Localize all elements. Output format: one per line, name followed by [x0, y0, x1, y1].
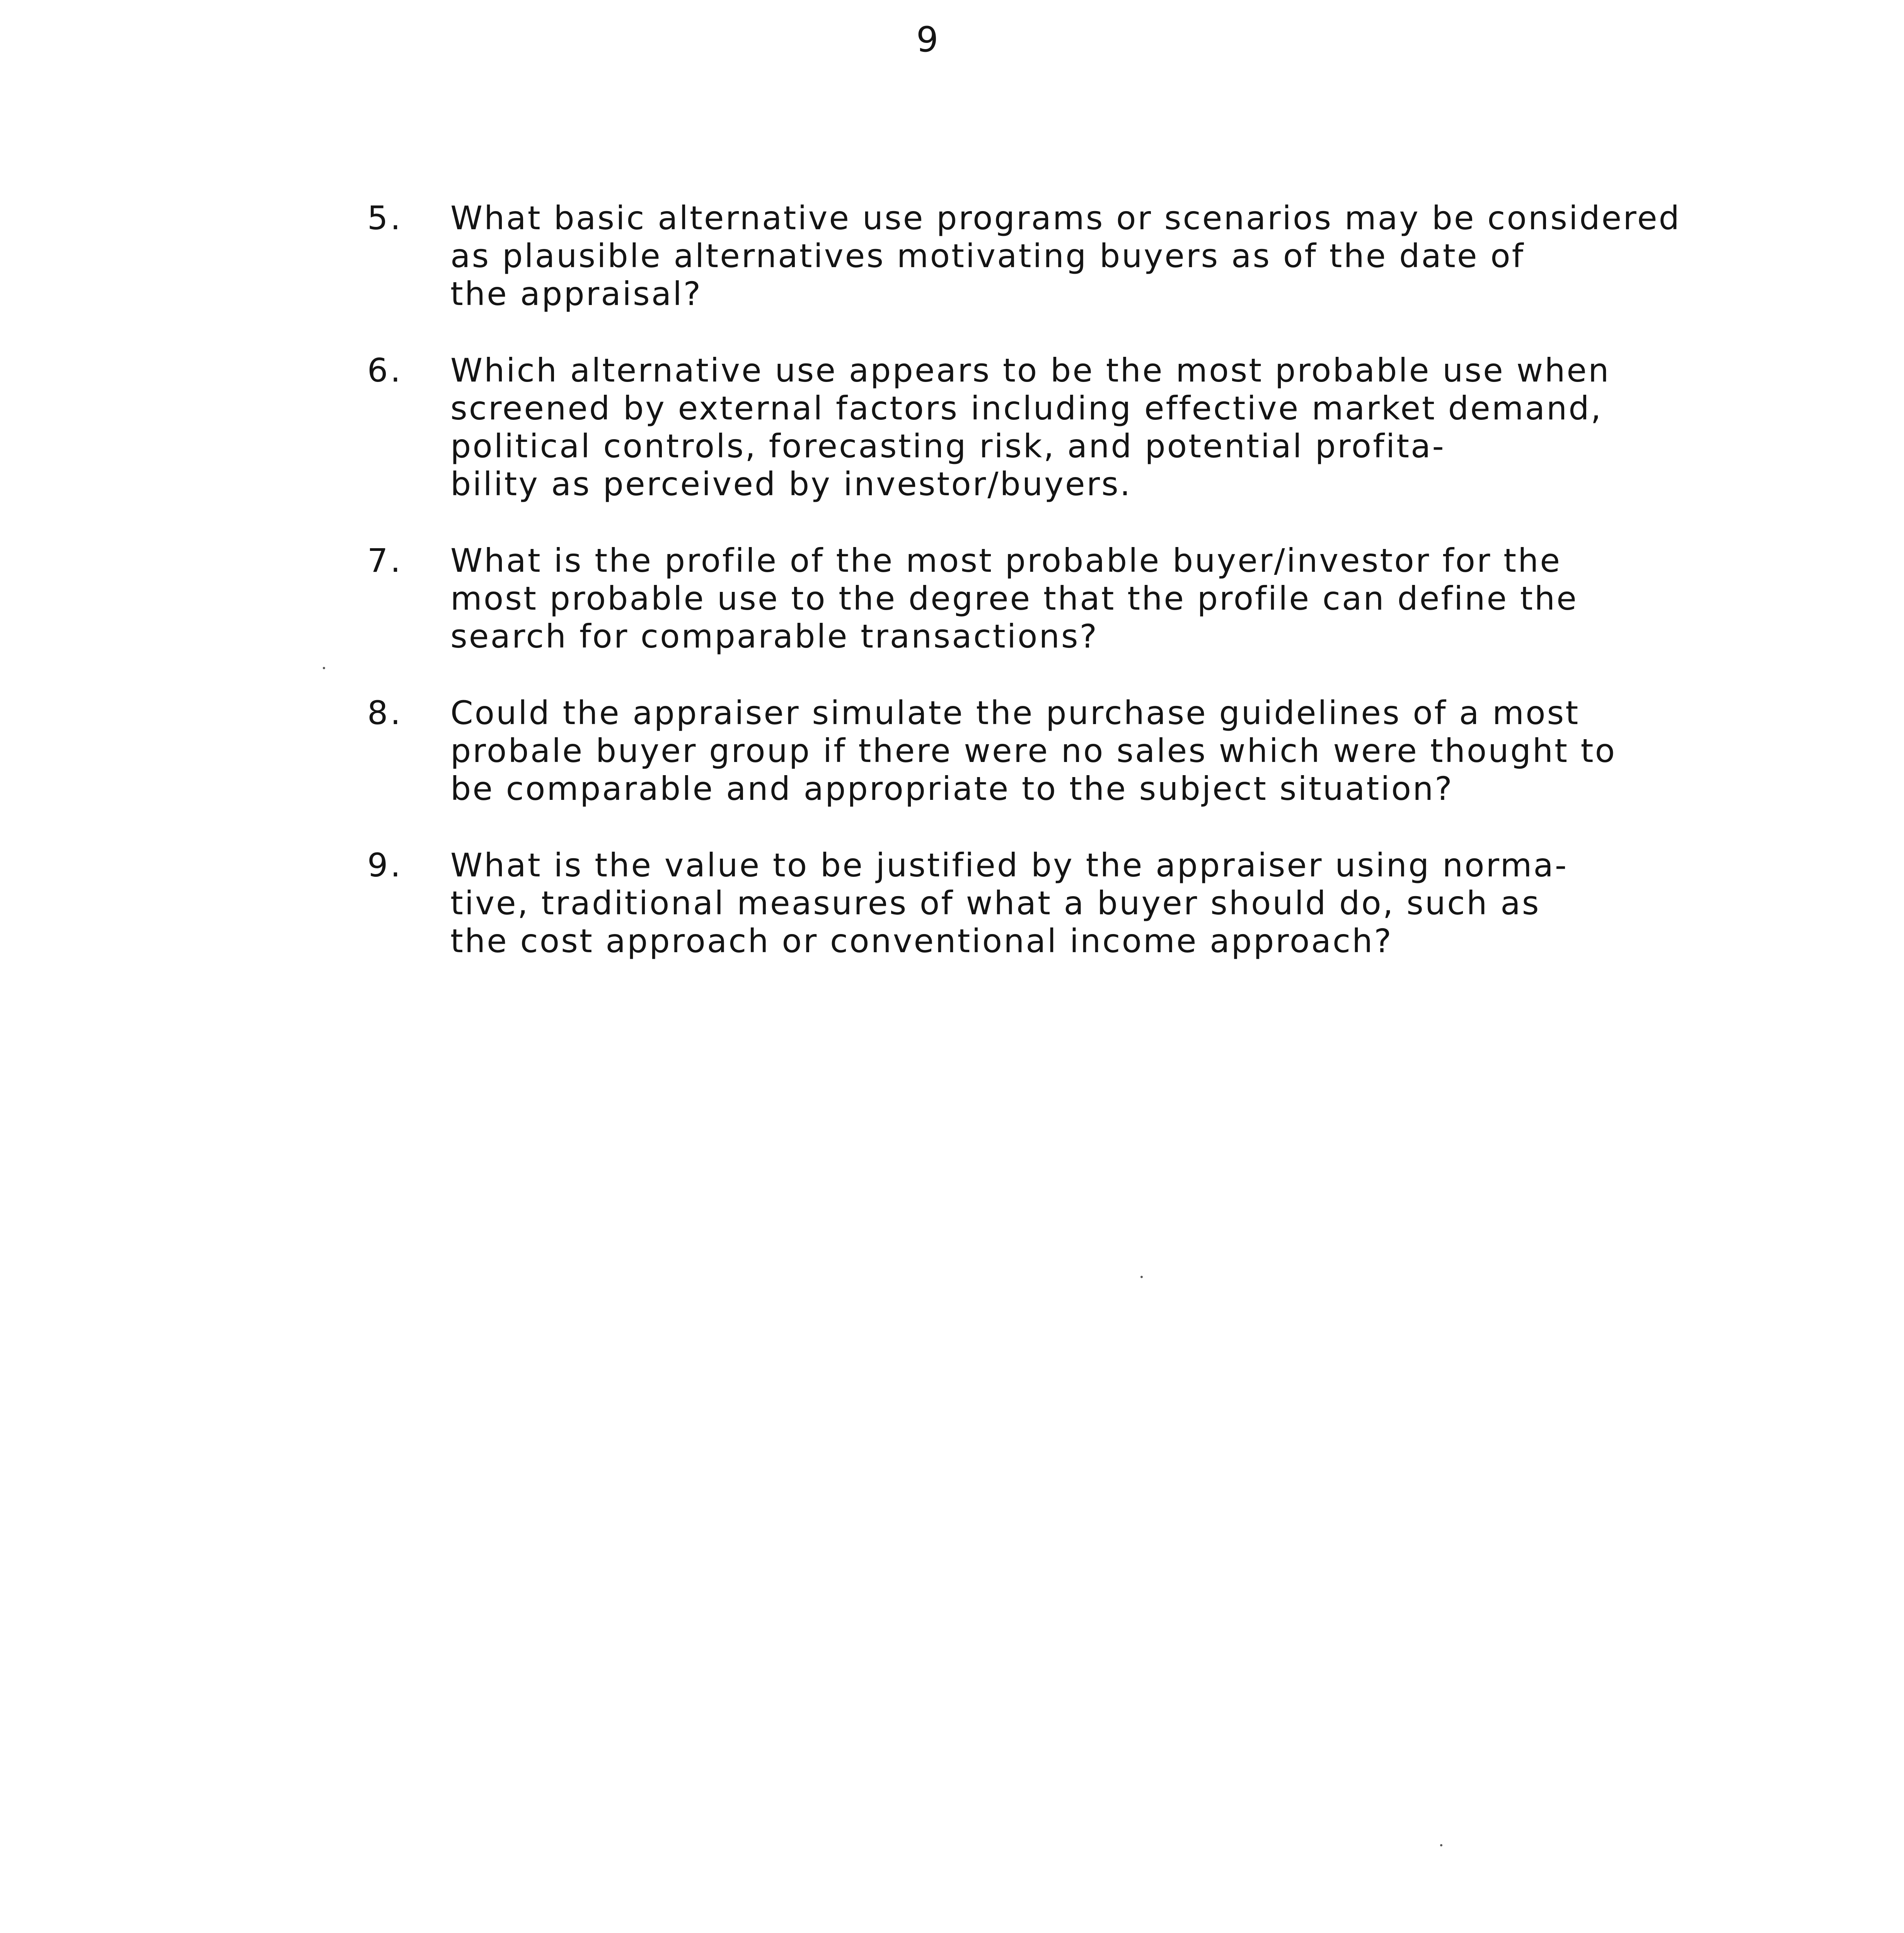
- question-number: 6.: [367, 351, 403, 389]
- question-item: [367, 694, 1798, 808]
- question-text: What basic alternative use programs or scenarios may be considered as plausible alternatives motivating buyers as of the date of the appraisal?: [450, 199, 1681, 313]
- question-text: Could the appraiser simulate the purchase guidelines of a most probale buyer group if there were no sales which were thought to be comparable and appropriate to the subject situation?: [450, 694, 1616, 808]
- question-item: [367, 542, 1798, 655]
- question-item: [367, 199, 1798, 313]
- question-number: 5.: [367, 199, 403, 237]
- question-text: What is the profile of the most probable buyer/investor for the most probable use to the degree that the profile can define the search for comparable transactions?: [450, 542, 1578, 655]
- question-text: Which alternative use appears to be the most probable use when screened by external factors including effective market demand, political controls, forecasting risk, and potential profita- bility as perceived by investor/buyers.: [450, 351, 1611, 503]
- question-number: 7.: [367, 542, 403, 580]
- question-item: [367, 846, 1798, 960]
- question-number: 8.: [367, 694, 403, 732]
- scan-speck: [323, 667, 325, 669]
- scan-speck: [1440, 1844, 1442, 1846]
- question-text: What is the value to be justified by the appraiser using norma- tive, traditional measures of what a buyer should do, such as the cost approach or conventional income approach?: [450, 846, 1568, 960]
- question-item: [367, 351, 1798, 503]
- page-number: 9: [916, 19, 939, 60]
- scan-speck: [1140, 1276, 1143, 1278]
- question-list: [367, 199, 1798, 999]
- question-number: 9.: [367, 846, 403, 884]
